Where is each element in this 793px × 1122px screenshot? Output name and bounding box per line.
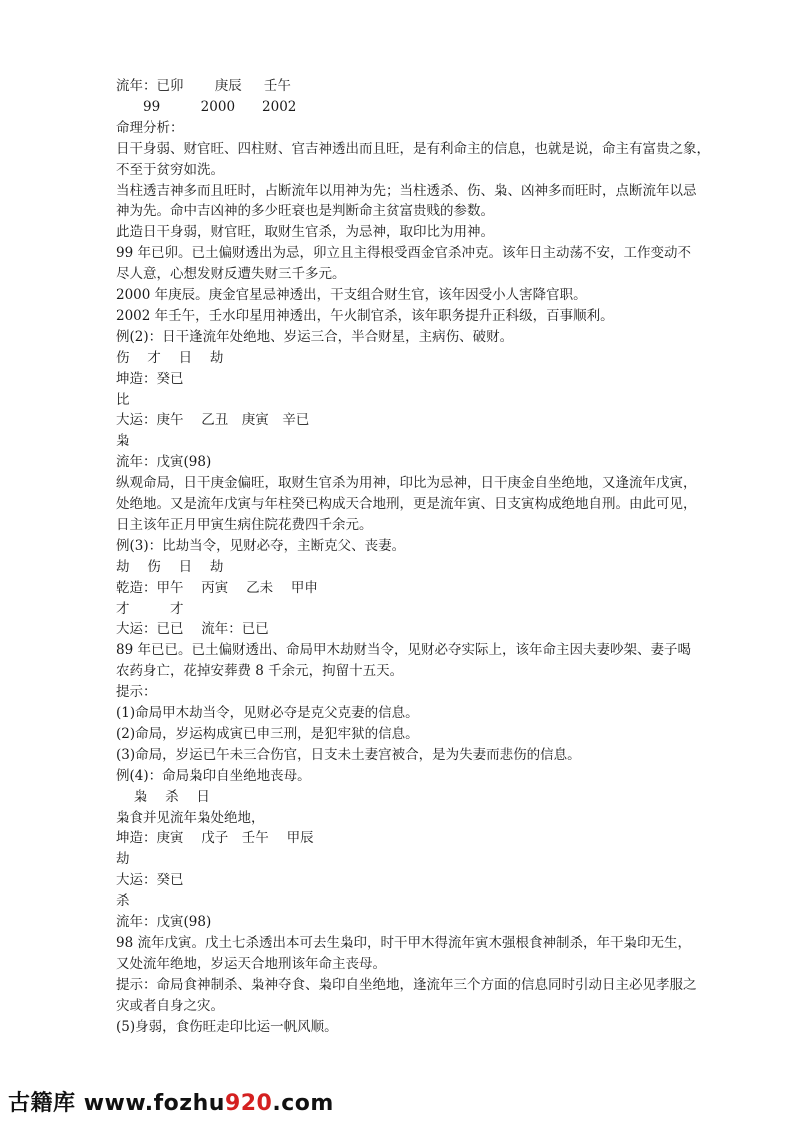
text-line: 坤造：癸已 [116, 370, 184, 387]
text-line: 灾或者自身之灾。 [116, 997, 224, 1014]
text-line: 此造日干身弱，财官旺，取财生官杀，为忌神，取印比为用神。 [116, 224, 494, 241]
text-line: 提示： [116, 684, 157, 701]
text-line: 流年：已卯 庚辰 壬午 [116, 78, 291, 94]
text-line: 伤 才 日 劫 [116, 349, 224, 366]
text-line: 劫 [116, 851, 130, 868]
text-line: 命理分析： [116, 119, 184, 136]
text-line: 例(4)：命局枭印自坐绝地丧母。 [116, 767, 311, 784]
text-line: 2002 年壬午，壬水印星用神透出，午火制官杀，该年职务提升正科级，百事顺利。 [116, 307, 614, 324]
text-line: (2)命局，岁运构成寅已申三刑，是犯牢狱的信息。 [116, 725, 419, 742]
footer-site-suffix: .com [272, 1091, 334, 1116]
text-line: 提示：命局食神制杀、枭神夺食、枭印自坐绝地，逢流年三个方面的信息同时引动日主必见孝服之 [116, 976, 697, 993]
text-line: 当柱透吉神多而且旺时，占断流年以用神为先；当柱透杀、伤、枭、凶神多而旺时，点断流年以忌 [116, 182, 697, 199]
text-line: 乾造：甲午 丙寅 乙未 甲申 [116, 579, 318, 596]
text-line: 89 年已已。已土偏财透出、命局甲木劫财当令，见财必夺实际上，该年命主因夫妻吵架、妻子喝 [116, 642, 691, 659]
text-line: 坤造：庚寅 戊子 壬午 甲辰 [116, 830, 314, 847]
text-line: 日干身弱、财官旺、四柱财、官吉神透出而且旺，是有利命主的信息，也就是说，命主有富贵之象， [116, 140, 710, 157]
footer-site-number: 920 [224, 1091, 273, 1116]
text-line: 农药身亡，花掉安葬费 8 千余元，拘留十五天。 [116, 663, 404, 680]
text-line: 神为先。命中吉凶神的多少旺衰也是判断命主贫富贵贱的参数。 [116, 203, 494, 220]
text-line: 大运：庚午 乙丑 庚寅 辛已 [116, 412, 310, 429]
text-line: 劫 伤 日 劫 [116, 558, 224, 575]
text-line: 杀 [116, 893, 130, 910]
text-line: 99 2000 2002 [116, 98, 297, 115]
text-line: 99 年已卯。已土偏财透出为忌，卯立且主得根受酉金官杀冲克。该年日主动荡不安，工作变动不 [116, 245, 691, 262]
text-line: 例(2)：日干逢流年处绝地、岁运三合，半合财星，主病伤、破财。 [116, 328, 514, 345]
text-line: 例(3)：比劫当令，见财必夺，主断克父、丧妻。 [116, 537, 406, 554]
text-line: 尽人意，心想发财反遭失财三千多元。 [116, 266, 346, 283]
text-line: 又处流年绝地，岁运天合地刑该年命主丧母。 [116, 955, 386, 972]
text-line: 大运：癸已 [116, 872, 184, 889]
footer-brand: 古籍库 [8, 1091, 76, 1116]
text-line: 比 [116, 391, 130, 408]
text-line: 大运：已已 流年：已已 [116, 621, 269, 638]
text-line: 流年：戊寅(98) [116, 454, 212, 471]
text-line: 枭 [116, 433, 130, 450]
text-line: 才 才 [116, 600, 184, 617]
text-line: 2000 年庚辰。庚金官星忌神透出，干支组合财生官，该年因受小人害降官职。 [116, 287, 587, 303]
text-line: 流年：戊寅(98) [116, 914, 212, 930]
text-line: (3)命局，岁运已午未三合伤官，日支未土妻宫被合，是为失妻而悲伤的信息。 [116, 746, 581, 763]
text-line: 枭 杀 日 [116, 788, 210, 805]
text-line: (5)身弱，食伤旺走印比运一帆风顺。 [116, 1018, 338, 1035]
text-line: 处绝地。又是流年戊寅与年柱癸已构成天合地刑，更是流年寅、日支寅构成绝地自刑。由此可见， [116, 496, 697, 512]
text-line: 不至于贫穷如洗。 [116, 161, 224, 178]
text-line: 纵观命局，日干庚金偏旺，取财生官杀为用神，印比为忌神，日干庚金自坐绝地，又逢流年戊寅， [116, 475, 697, 492]
text-line: 日主该年正月甲寅生病住院花费四千余元。 [116, 516, 373, 533]
footer-watermark [8, 1086, 334, 1117]
footer-site-prefix: www.fozhu [83, 1091, 225, 1116]
text-line: 枭食并见流年枭处绝地， [116, 809, 265, 826]
text-line: (1)命局甲木劫当令，见财必夺是克父克妻的信息。 [116, 705, 419, 721]
text-line: 98 流年戊寅。戊土七杀透出本可去生枭印，时干甲木得流年寅木强根食神制杀，年干枭印无生， [116, 934, 691, 951]
